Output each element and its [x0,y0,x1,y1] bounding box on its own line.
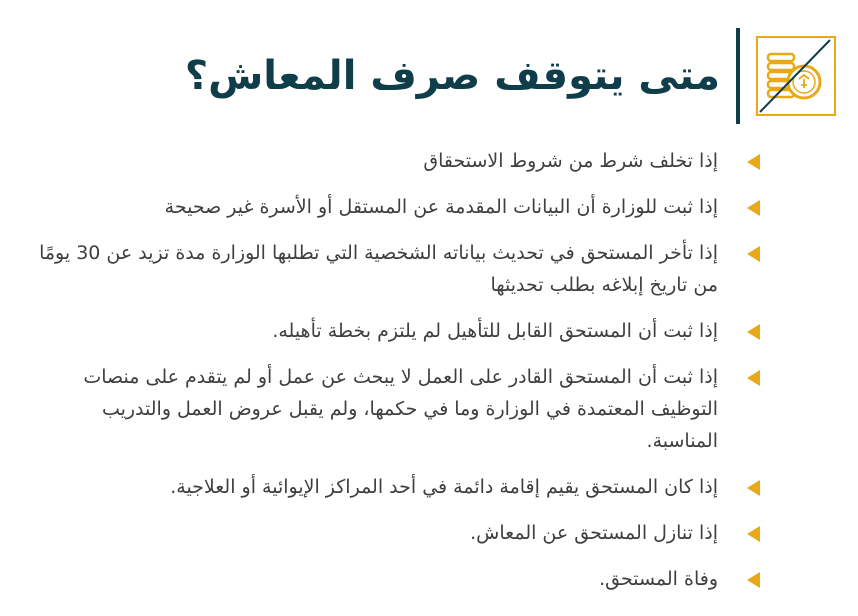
list-item [28,237,758,301]
list-item-text: إذا تخلف شرط من شروط الاستحقاق [423,150,718,172]
conditions-list [28,145,758,609]
crossed-coins-emblem-icon [756,36,836,116]
list-item [28,145,758,177]
list-item-text: وفاة المستحق. [599,568,718,590]
header-divider [736,28,740,124]
list-item [28,361,758,457]
list-item [28,563,758,595]
list-item [28,191,758,223]
list-item-text: إذا تأخر المستحق في تحديث بياناته الشخصية التي تطلبها الوزارة مدة تزيد عن 30 يومًا من تاريخ إبلاغه بطلب تحديثها [39,242,718,296]
list-item [28,315,758,347]
bullet-arrow-icon [747,370,760,386]
list-item-text: إذا ثبت للوزارة أن البيانات المقدمة عن المستقل أو الأسرة غير صحيحة [164,196,718,218]
bullet-arrow-icon [747,480,760,496]
bullet-arrow-icon [747,154,760,170]
page-title: متى يتوقف صرف المعاش؟ [184,53,720,99]
bullet-arrow-icon [747,572,760,588]
bullet-arrow-icon [747,200,760,216]
header [185,28,836,124]
bullet-arrow-icon [747,324,760,340]
list-item [28,471,758,503]
list-item-text: إذا كان المستحق يقيم إقامة دائمة في أحد المراكز الإيوائية أو العلاجية. [170,476,718,498]
list-item-text: إذا ثبت أن المستحق القابل للتأهيل لم يلتزم بخطة تأهيله. [272,320,718,342]
list-item-text: إذا تنازل المستحق عن المعاش. [470,522,718,544]
bullet-arrow-icon [747,246,760,262]
list-item [28,517,758,549]
bullet-arrow-icon [747,526,760,542]
list-item-text: إذا ثبت أن المستحق القادر على العمل لا يبحث عن عمل أو لم يتقدم على منصات التوظيف المعتمدة في الوزارة وما في حكمها، ولم يقبل عروض العمل والتدريب المناسبة. [83,366,718,452]
